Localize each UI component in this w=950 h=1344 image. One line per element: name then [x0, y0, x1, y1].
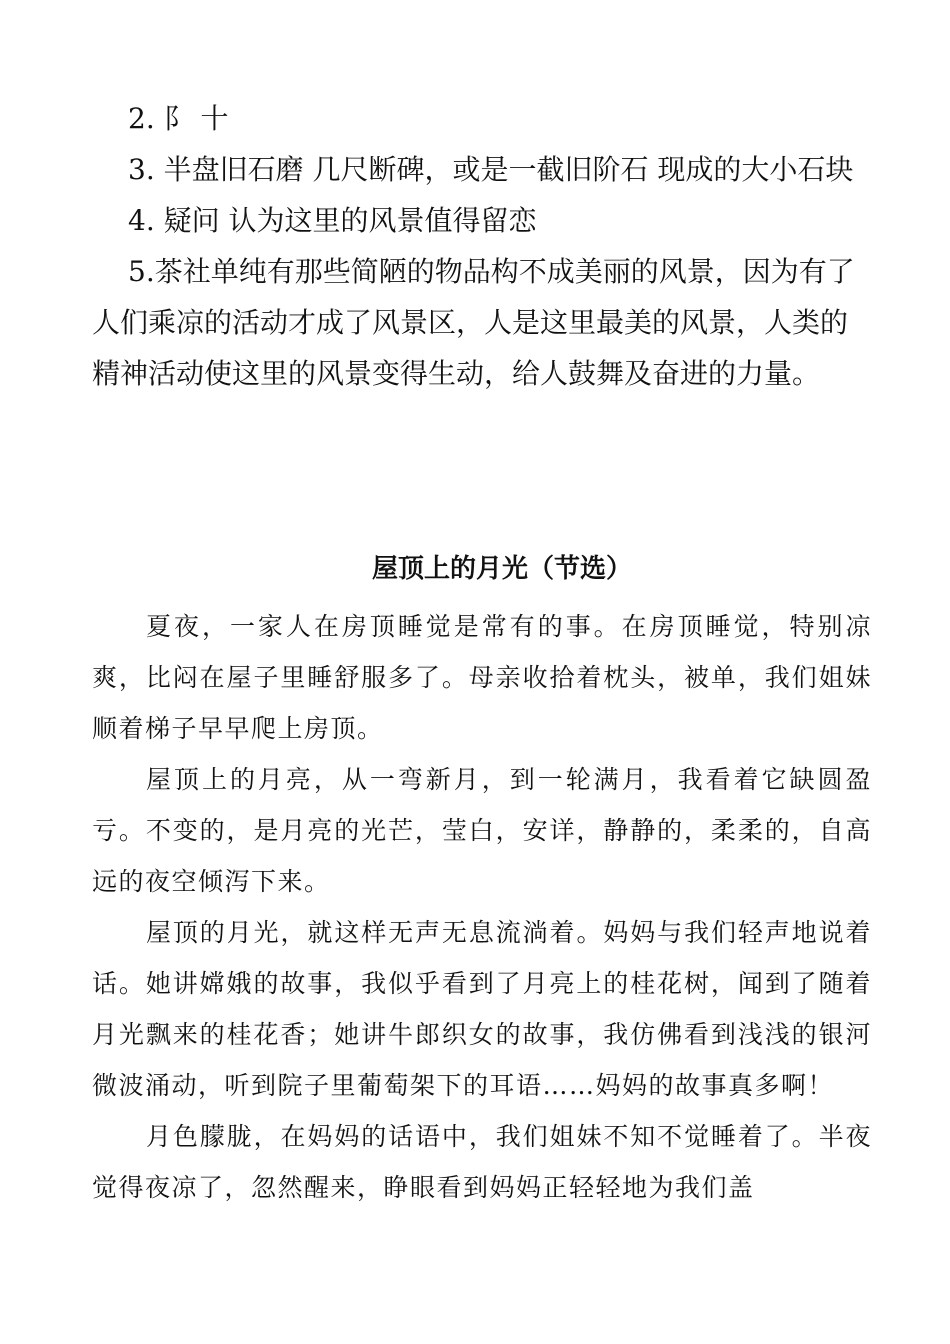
passage-paragraph-2: 屋顶上的月亮，从一弯新月，到一轮满月，我看着它缺圆盈亏。不变的，是月亮的光芒，莹白，安详，静静的，柔柔的，自高远的夜空倾泻下来。: [92, 765, 872, 896]
answer-item-4: 4. 疑问 认为这里的风景值得留恋: [128, 204, 537, 237]
reading-passage: [92, 545, 872, 1213]
passage-paragraph-1: 夏夜，一家人在房顶睡觉是常有的事。在房顶睡觉，特别凉爽，比闷在屋子里睡舒服多了。母亲收拾着枕头，被单，我们姐妹顺着梯子早早爬上房顶。: [92, 612, 872, 743]
answer-item-3: 3. 半盘旧石磨 几尺断碑，或是一截旧阶石 现成的大小石块: [128, 153, 854, 186]
passage-paragraph-3: 屋顶的月光，就这样无声无息流淌着。妈妈与我们轻声地说着话。她讲嫦娥的故事，我似乎看到了月亮上的桂花树，闻到了随着月光飘来的桂花香；她讲牛郎织女的故事，我仿佛看到浅浅的银河微波涌动，听到院子里葡萄架下的耳语……妈妈的故事真多啊！: [92, 918, 872, 1100]
answer-list: [92, 93, 872, 399]
answer-item-5: 5.茶社单纯有那些简陋的物品构不成美丽的风景，因为有了人们乘凉的活动才成了风景区，人是这里最美的风景，人类的精神活动使这里的风景变得生动，给人鼓舞及奋进的力量。: [92, 255, 855, 390]
answer-item-2: 2. 阝 十: [128, 102, 229, 135]
passage-paragraph-4: 月色朦胧，在妈妈的话语中，我们姐妹不知不觉睡着了。半夜觉得夜凉了，忽然醒来，睁眼看到妈妈正轻轻地为我们盖: [92, 1122, 872, 1202]
passage-title: 屋顶上的月光（节选）: [371, 554, 632, 584]
